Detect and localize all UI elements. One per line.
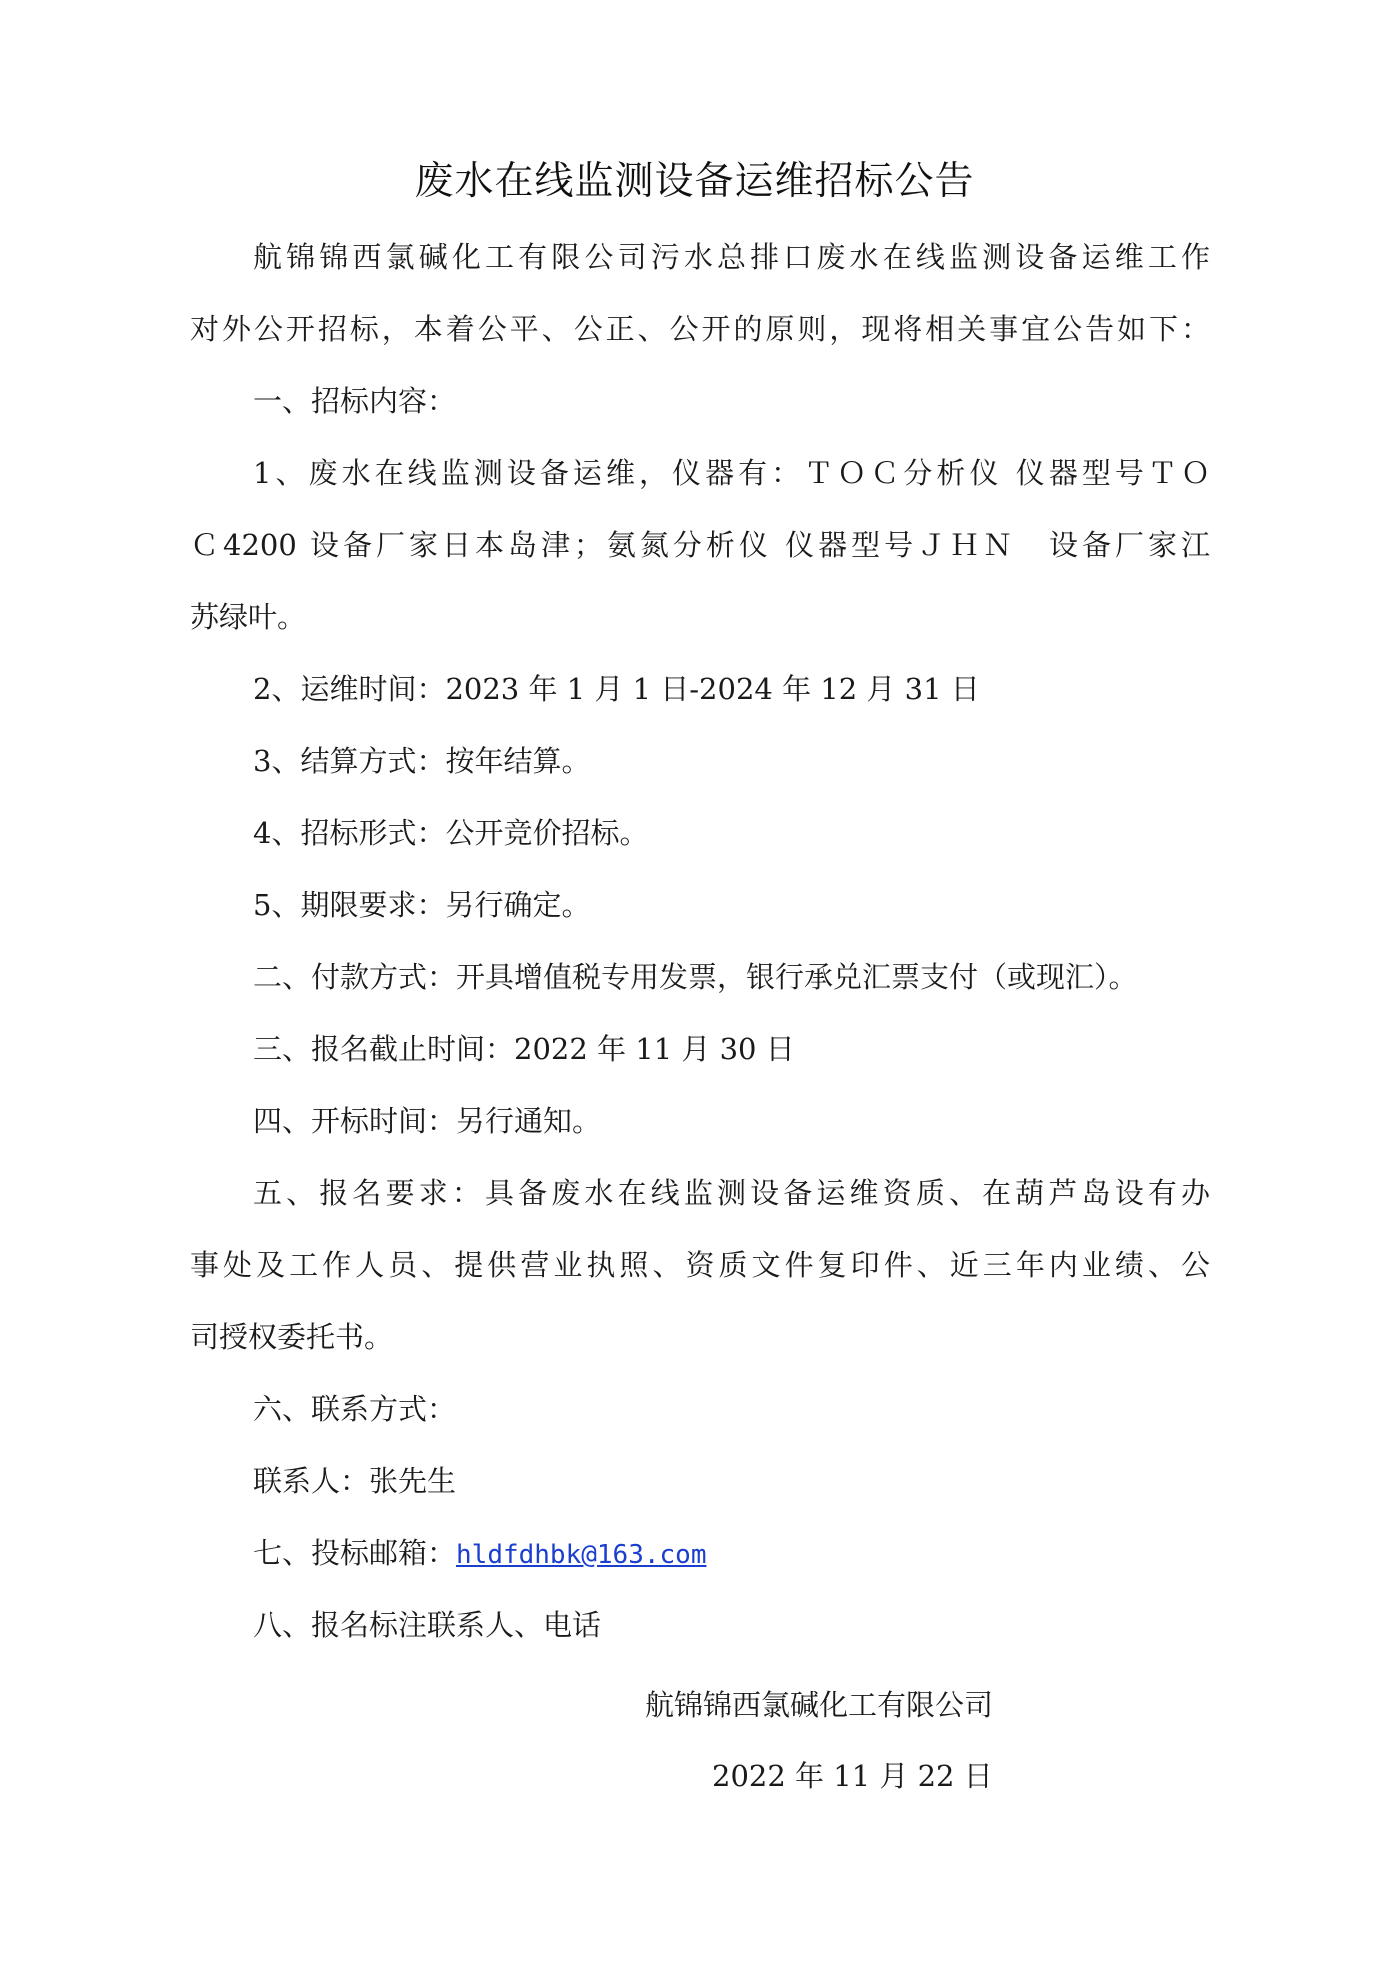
section-7-email-line: [253, 1533, 1210, 1575]
item-3-settlement: 3、结算方式：按年结算。: [253, 744, 591, 778]
email-link[interactable]: hldfdhbk@163.com: [456, 1540, 707, 1570]
section-5-line-1: 五、报名要求：具备废水在线监测设备运维资质、在葫芦岛设有办: [253, 1176, 1210, 1210]
document-title: 废水在线监测设备运维招标公告: [414, 159, 975, 204]
section-7-label: 七、投标邮箱：: [253, 1536, 457, 1570]
section-1-heading: 一、招标内容：: [253, 384, 457, 418]
item-1-line-1: 1、废水在线监测设备运维，仪器有：ＴＯＣ分析仪 仪器型号ＴＯ: [253, 456, 1210, 490]
intro-line-1: 航锦锦西氯碱化工有限公司污水总排口废水在线监测设备运维工作: [253, 240, 1210, 274]
signature-date: 2022 年 11 月 22 日: [712, 1759, 993, 1793]
section-5-line-2: 事处及工作人员、提供营业执照、资质文件复印件、近三年内业绩、公: [190, 1248, 1210, 1282]
contact-person: 联系人：张先生: [253, 1464, 457, 1498]
item-4-bid-form: 4、招标形式：公开竞价招标。: [253, 816, 649, 850]
item-2-operation-time: 2、运维时间：2023 年 1 月 1 日-2024 年 12 月 31 日: [253, 672, 980, 706]
item-5-term: 5、期限要求：另行确定。: [253, 888, 591, 922]
section-5-line-3: 司授权委托书。: [190, 1320, 394, 1354]
item-1-line-3: 苏绿叶。: [190, 600, 307, 634]
section-8-note: 八、报名标注联系人、电话: [253, 1608, 602, 1642]
signature-company: 航锦锦西氯碱化工有限公司: [645, 1688, 994, 1722]
item-1-line-2: Ｃ4200 设备厂家日本岛津；氨氮分析仪 仪器型号ＪＨＮ 设备厂家江: [190, 528, 1210, 562]
intro-line-2: 对外公开招标，本着公平、公正、公开的原则，现将相关事宜公告如下：: [190, 312, 1210, 346]
section-2-payment: 二、付款方式：开具增值税专用发票，银行承兑汇票支付（或现汇）。: [253, 960, 1138, 994]
section-3-deadline: 三、报名截止时间：2022 年 11 月 30 日: [253, 1032, 795, 1066]
section-4-opening-time: 四、开标时间：另行通知。: [253, 1104, 602, 1138]
section-6-heading: 六、联系方式：: [253, 1392, 457, 1426]
